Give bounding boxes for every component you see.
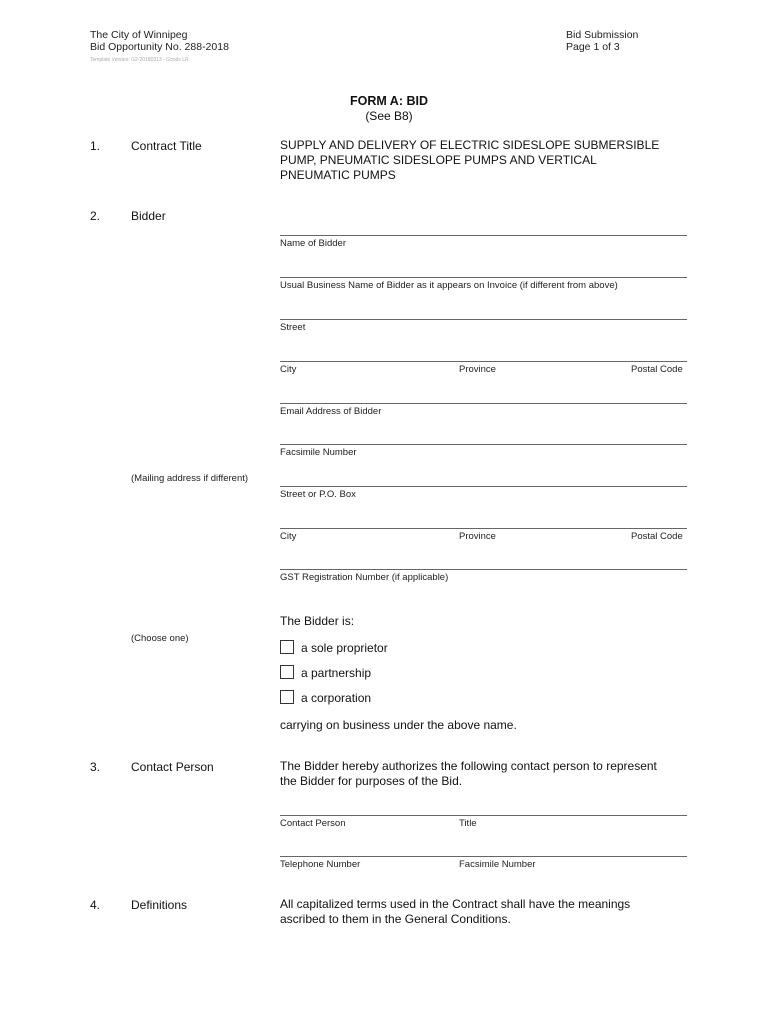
partnership-checkbox[interactable]: [280, 665, 294, 679]
section-1-label: Contract Title: [131, 139, 202, 153]
corporation-label: a corporation: [301, 691, 372, 705]
contact-authorization-text: [280, 759, 687, 789]
sole-proprietor-checkbox[interactable]: [280, 640, 294, 654]
choose-one-note: (Choose one): [131, 633, 189, 644]
province-caption: Province: [459, 364, 496, 375]
contact-facsimile-caption: Facsimile Number: [459, 859, 536, 870]
street-po-box-field[interactable]: [280, 486, 687, 487]
usual-business-name-field[interactable]: [280, 277, 687, 278]
contact-person-caption: Contact Person: [280, 818, 346, 829]
bidder-is-heading: The Bidder is:: [280, 614, 355, 628]
city-caption: City: [280, 364, 297, 375]
partnership-label: a partnership: [301, 666, 372, 680]
street-po-box-caption: Street or P.O. Box: [280, 489, 356, 500]
sole-proprietor-label: a sole proprietor: [301, 641, 388, 655]
definitions-line: ascribed to them in the General Conditions.: [280, 912, 511, 926]
mailing-address-note: (Mailing address if different): [131, 473, 249, 484]
section-1-number: 1.: [90, 139, 101, 153]
name-of-bidder-caption: Name of Bidder: [280, 238, 347, 249]
form-title: FORM A: BID: [350, 94, 428, 108]
header-bid-number: Bid Opportunity No. 288-2018: [90, 41, 229, 53]
usual-business-name-caption: Usual Business Name of Bidder as it appears on Invoice (if different from above): [280, 280, 618, 291]
gst-caption: GST Registration Number (if applicable): [280, 572, 449, 583]
form-subtitle: (See B8): [365, 109, 413, 123]
section-2-label: Bidder: [131, 209, 166, 223]
header-submission: Bid Submission: [566, 29, 639, 41]
definitions-line: All capitalized terms used in the Contract shall have the meanings: [280, 897, 631, 911]
telephone-caption: Telephone Number: [280, 859, 361, 870]
carrying-on-business-text: carrying on business under the above name.: [280, 718, 517, 732]
gst-field[interactable]: [280, 569, 687, 570]
contract-title-line: PNEUMATIC PUMPS: [280, 168, 396, 182]
contact-authorization-line: the Bidder for purposes of the Bid.: [280, 774, 463, 788]
corporation-checkbox[interactable]: [280, 690, 294, 704]
street-caption: Street: [280, 322, 306, 333]
header-page-number: Page 1 of 3: [566, 41, 620, 53]
contact-authorization-line: The Bidder hereby authorizes the following contact person to represent: [280, 759, 657, 773]
contact-title-caption: Title: [459, 818, 477, 829]
mailing-province-caption: Province: [459, 531, 496, 542]
template-version-note: Template Version: G2-20180313 - Goods LR: [90, 57, 189, 63]
section-2-number: 2.: [90, 209, 101, 223]
section-4-label: Definitions: [131, 898, 188, 912]
mailing-city-province-postal-field[interactable]: [280, 528, 687, 529]
postal-code-caption: Postal Code: [631, 364, 683, 375]
section-3-label: Contact Person: [131, 760, 214, 774]
telephone-facsimile-field[interactable]: [280, 856, 687, 857]
street-field[interactable]: [280, 319, 687, 320]
city-province-postal-field[interactable]: [280, 361, 687, 362]
facsimile-caption: Facsimile Number: [280, 447, 357, 458]
contact-person-title-field[interactable]: [280, 815, 687, 816]
header-org: The City of Winnipeg: [90, 29, 188, 41]
email-field[interactable]: [280, 403, 687, 404]
name-of-bidder-field[interactable]: [280, 235, 687, 236]
section-4-number: 4.: [90, 898, 101, 912]
mailing-postal-code-caption: Postal Code: [631, 531, 683, 542]
definitions-text: [280, 897, 687, 927]
contract-title-line: PUMP, PNEUMATIC SIDESLOPE PUMPS AND VERTICAL: [280, 153, 597, 167]
contract-title-line: SUPPLY AND DELIVERY OF ELECTRIC SIDESLOPE SUBMERSIBLE: [280, 138, 660, 152]
email-caption: Email Address of Bidder: [280, 406, 382, 417]
mailing-city-caption: City: [280, 531, 297, 542]
contract-title-text: [280, 138, 659, 183]
section-3-number: 3.: [90, 760, 101, 774]
facsimile-field[interactable]: [280, 444, 687, 445]
